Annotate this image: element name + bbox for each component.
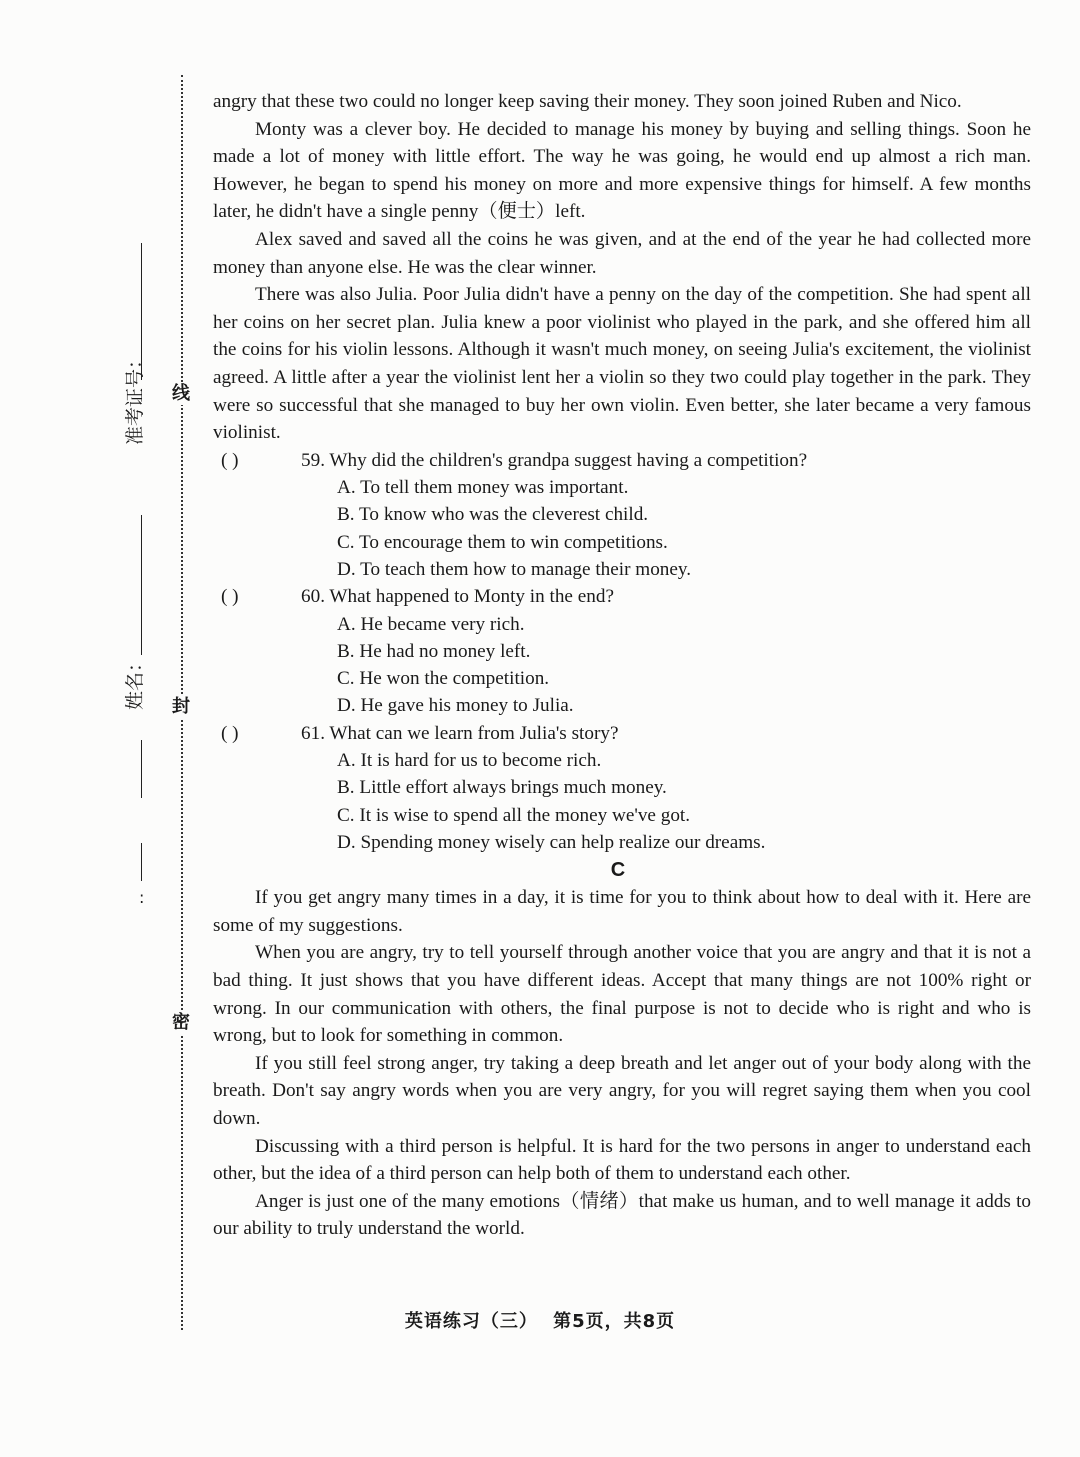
- answer-blank-60[interactable]: ( ): [221, 586, 239, 608]
- footer-title: 英语练习（三）: [404, 1311, 538, 1332]
- question-61-option-b: B. Little effort always brings much money.: [337, 777, 667, 799]
- name-line-upper: [141, 515, 142, 655]
- question-59-option-c: C. To encourage them to win competitions.: [337, 531, 668, 553]
- margin-short-line: [141, 843, 142, 881]
- question-61-option-a: A. It is hard for us to become rich.: [337, 749, 602, 771]
- question-59-option-b: B. To know who was the cleverest child.: [337, 504, 649, 526]
- question-59: [213, 447, 1031, 474]
- binding-mark-line: 线: [172, 383, 190, 404]
- passage-b-paragraph-2: Monty was a clever boy. He decided to manage his money by buying and selling things. Soon he made a lot of money with little effort. The way he was going, he would end up almost a rich man. However, he began to spend his money on more and more expensive things for himself. A few months later, he didn't have a single penny（便士）left.: [213, 118, 1031, 223]
- margin-colon: :: [139, 888, 145, 907]
- answer-blank-61[interactable]: ( ): [221, 722, 239, 744]
- passage-b-paragraph-4: There was also Julia. Poor Julia didn't have a penny on the day of the competition. She had spent all her coins on her secret plan. Julia knew a poor violinist who played in the park, and she offered him all the coins for his violin lessons. Although it wasn't much money, on seeing Julia's excitement, the violinist agreed. A little after a year the violinist lent her a violin so they two could play together in the park. They were so successful that she managed to buy her own violin. Even better, she later became a very famous violinist.: [213, 284, 1031, 444]
- question-61-option-d: D. Spending money wisely can help realize our dreams.: [337, 831, 766, 853]
- passage-c-paragraph-3: If you still feel strong anger, try taking a deep breath and let anger out of your body along with the breath. Don't say angry words when you are very angry, for you will regret saying them when you cool down.: [213, 1052, 1031, 1129]
- passage-c-title: C: [610, 859, 626, 882]
- passage-c-paragraph-1: If you get angry many times in a day, it is time for you to think about how to deal with it. Here are some of my suggestions.: [213, 887, 1031, 936]
- name-label: 姓名：: [124, 652, 146, 710]
- question-59-option-a: A. To tell them money was important.: [337, 477, 629, 499]
- binding-mark-secret: 密: [172, 1012, 190, 1033]
- question-60-stem: 60. What happened to Monty in the end?: [301, 586, 614, 608]
- question-60-option-b: B. He had no money left.: [337, 640, 531, 662]
- footer-page-number: 第5页，共8页: [553, 1311, 676, 1332]
- passage-b-paragraph-3: Alex saved and saved all the coins he was given, and at the end of the year he had collected more money than anyone else. He was the clear winner.: [213, 228, 1031, 278]
- binding-mark-seal: 封: [172, 696, 190, 717]
- passage-c-paragraph-2: When you are angry, try to tell yourself through another voice that you are angry and that it is not a bad thing. It just shows that you have different ideas. Accept that many things are not 100% right or wrong. In our communication with others, the final purpose is not to decide who is right and who is wrong, but to look for something in common.: [213, 942, 1031, 1047]
- name-line-lower: [141, 740, 142, 798]
- question-60-option-d: D. He gave his money to Julia.: [337, 695, 574, 717]
- passage-c-paragraph-5: Anger is just one of the many emotions（情绪）that make us human, and to well manage it adds to our ability to truly understand the world.: [213, 1190, 1031, 1240]
- question-59-option-d: D. To teach them how to manage their money.: [337, 558, 692, 580]
- answer-blank-59[interactable]: ( ): [221, 449, 239, 471]
- question-60: [213, 583, 1031, 610]
- passage-b-paragraph-1: angry that these two could no longer keep saving their money. They soon joined Ruben and Nico.: [213, 91, 962, 112]
- question-60-option-c: C. He won the competition.: [337, 668, 550, 690]
- exam-number-label: 准考证号：: [124, 349, 146, 445]
- question-61: [213, 720, 1031, 747]
- page-footer: [0, 1307, 1080, 1333]
- question-61-option-c: C. It is wise to spend all the money we've got.: [337, 804, 691, 826]
- main-content: [213, 88, 1031, 1243]
- question-61-stem: 61. What can we learn from Julia's story?: [301, 722, 619, 744]
- question-60-option-a: A. He became very rich.: [337, 613, 525, 635]
- passage-c-paragraph-4: Discussing with a third person is helpful. It is hard for the two persons in anger to understand each other, but the idea of a third person can help both of them to understand each other.: [213, 1135, 1031, 1185]
- question-59-stem: 59. Why did the children's grandpa suggest having a competition?: [301, 449, 808, 471]
